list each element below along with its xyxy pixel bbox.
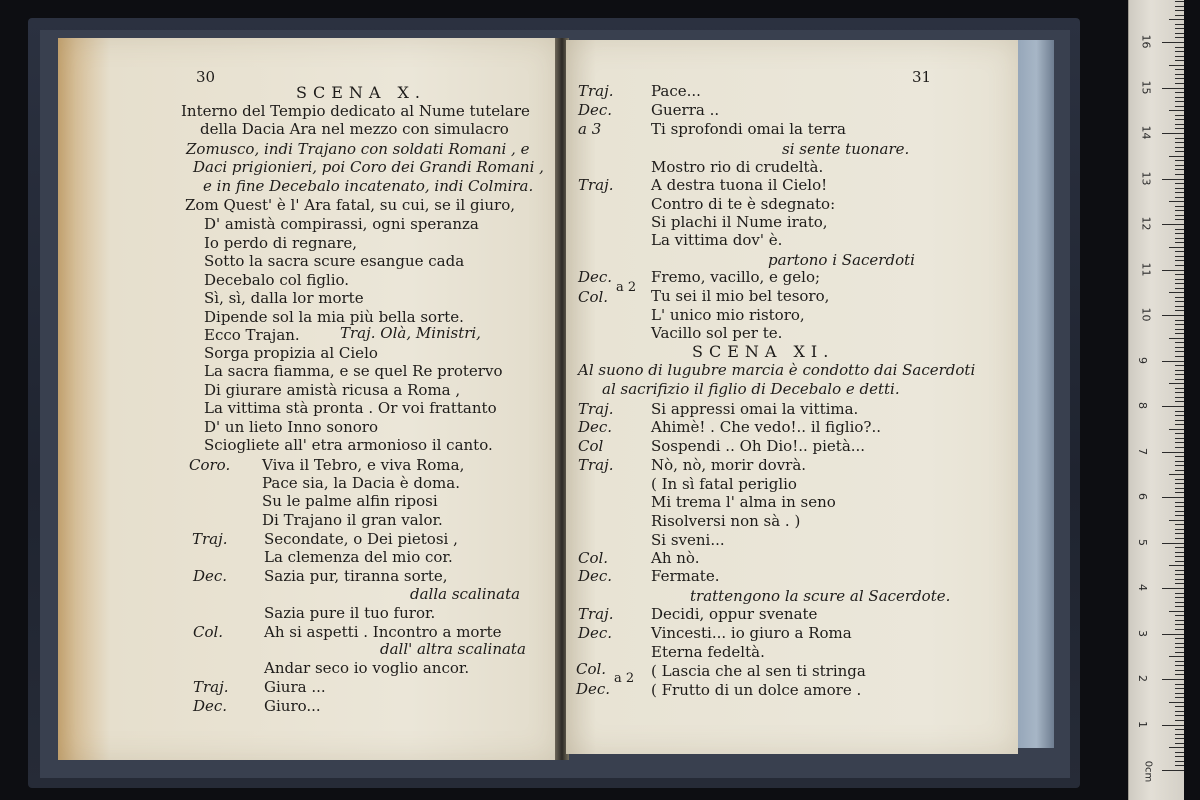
- ruler-number: 6: [1136, 493, 1149, 500]
- verse-line: Fremo, vacillo, e gelo;: [651, 268, 821, 286]
- ruler-tick: [1175, 652, 1184, 653]
- verse-line: D' amistà compirassi, ogni speranza: [204, 215, 479, 233]
- ruler-tick: [1169, 702, 1184, 703]
- ruler-tick: [1175, 442, 1184, 443]
- ruler-tick: [1175, 556, 1184, 557]
- ruler-tick: [1175, 10, 1184, 11]
- ruler-tick: [1162, 452, 1184, 453]
- verse-line: Pace sia, la Dacia è doma.: [262, 474, 460, 492]
- ruler-tick: [1175, 124, 1184, 125]
- verse-line: Ah si aspetti . Incontro a morte: [264, 623, 502, 641]
- ruler-tick: [1175, 51, 1184, 52]
- ruler-tick: [1175, 511, 1184, 512]
- verse-line: Si sveni...: [651, 531, 725, 549]
- ruler-tick: [1175, 329, 1184, 330]
- ruler-tick: [1169, 247, 1184, 248]
- verse-line: Sospendi .. Oh Dio!.. pietà...: [651, 437, 866, 455]
- ruler-tick: [1175, 570, 1184, 571]
- verse-line: Guerra ..: [651, 101, 720, 119]
- ruler-number: 11: [1139, 262, 1153, 276]
- ruler-tick: [1175, 83, 1184, 84]
- verse-line: ( Frutto di un dolce amore .: [651, 681, 862, 699]
- ruler-tick: [1175, 197, 1184, 198]
- ruler-tick: [1169, 520, 1184, 521]
- ruler-tick: [1162, 497, 1184, 498]
- speaker-label: Col.: [578, 549, 609, 567]
- speaker-label: Col.: [193, 623, 224, 641]
- verse-line: D' un lieto Inno sonoro: [204, 418, 378, 436]
- verse-line: Di giurare amistà ricusa a Roma ,: [204, 381, 461, 399]
- verse-line: Ecco Trajan.: [204, 326, 300, 344]
- ruler-tick: [1175, 629, 1184, 630]
- ruler-tick: [1175, 647, 1184, 648]
- ruler-number: 1: [1136, 720, 1149, 728]
- ruler-unit-label: 0cm: [1142, 760, 1154, 783]
- ruler-tick: [1169, 292, 1184, 293]
- speaker-label: Col.: [578, 288, 609, 306]
- ruler-tick: [1175, 638, 1184, 639]
- ruler-tick: [1162, 179, 1184, 180]
- ruler-number: 8: [1136, 402, 1149, 409]
- ruler-tick: [1169, 65, 1184, 66]
- ruler-tick: [1175, 456, 1184, 457]
- ruler-tick: [1175, 233, 1184, 234]
- ruler-tick: [1175, 192, 1184, 193]
- verse-line: Ahimè! . Che vedo!.. il figlio?..: [651, 418, 881, 436]
- ruler-tick: [1175, 115, 1184, 116]
- ruler-tick: [1175, 265, 1184, 266]
- ruler-tick: [1175, 547, 1184, 548]
- verse-line: ( In sì fatal periglio: [651, 475, 797, 493]
- ruler-tick: [1175, 743, 1184, 744]
- ruler-tick: [1175, 492, 1184, 493]
- ruler-tick: [1175, 461, 1184, 462]
- ruler-tick: [1175, 515, 1184, 516]
- verse-line: Di Trajano il gran valor.: [262, 511, 443, 529]
- verse-line: Traj. Olà, Ministri,: [340, 324, 481, 342]
- ruler-tick: [1175, 379, 1184, 380]
- ruler-tick: [1169, 656, 1184, 657]
- ruler-tick: [1175, 128, 1184, 129]
- ruler-tick: [1175, 138, 1184, 139]
- verse-line: Ti sprofondi omai la terra: [651, 120, 846, 138]
- stage-direction-line: Zomusco, indi Trajano con soldati Romani , e: [186, 140, 530, 158]
- ruler-tick: [1175, 715, 1184, 716]
- speaker-label: Col.: [576, 660, 607, 678]
- ruler-tick: [1175, 174, 1184, 175]
- speaker-label: Traj.: [578, 456, 614, 474]
- ruler-tick: [1175, 15, 1184, 16]
- ruler-tick: [1175, 674, 1184, 675]
- stage-direction-line: dall' altra scalinata: [380, 640, 526, 658]
- verse-line: La vittima dov' è.: [651, 231, 783, 249]
- ruler-tick: [1175, 593, 1184, 594]
- ruler-tick: [1175, 433, 1184, 434]
- ruler-tick: [1175, 288, 1184, 289]
- ruler-tick: [1175, 142, 1184, 143]
- stage-direction-line: dalla scalinata: [410, 585, 521, 603]
- ruler-tick: [1175, 397, 1184, 398]
- ruler-number: 7: [1136, 447, 1149, 455]
- verse-line: Decidi, oppur svenate: [651, 605, 818, 623]
- ruler-tick: [1175, 720, 1184, 721]
- ruler-tick: [1175, 356, 1184, 357]
- ruler-tick: [1175, 283, 1184, 284]
- duet-marker: a 2: [616, 280, 637, 295]
- ruler-number: 14: [1139, 125, 1153, 140]
- ruler-tick: [1175, 388, 1184, 389]
- ruler-tick: [1175, 147, 1184, 148]
- ruler-tick: [1175, 188, 1184, 189]
- ruler-tick: [1175, 661, 1184, 662]
- ruler-tick: [1175, 242, 1184, 243]
- ruler-tick: [1169, 611, 1184, 612]
- ruler-tick: [1162, 88, 1184, 89]
- ruler-tick: [1175, 92, 1184, 93]
- ruler-tick: [1175, 688, 1184, 689]
- ruler-tick: [1169, 429, 1184, 430]
- ruler-tick: [1175, 347, 1184, 348]
- ruler-tick: [1175, 470, 1184, 471]
- left-page-number: 30: [196, 68, 216, 86]
- ruler-tick: [1175, 752, 1184, 753]
- ruler-tick: [1162, 634, 1184, 635]
- ruler-tick: [1175, 488, 1184, 489]
- ruler-number: 9: [1136, 356, 1149, 364]
- stage-direction-line: si sente tuonare.: [782, 140, 910, 158]
- speaker-label: a 3: [578, 120, 602, 138]
- measuring-ruler: [1128, 0, 1184, 800]
- ruler-tick: [1175, 734, 1184, 735]
- ruler-tick: [1175, 274, 1184, 275]
- ruler-tick: [1162, 543, 1184, 544]
- verse-line: Ah nò.: [651, 549, 700, 567]
- ruler-tick: [1175, 229, 1184, 230]
- verse-line: La vittima stà pronta . Or voi frattanto: [204, 399, 497, 417]
- ruler-tick: [1175, 533, 1184, 534]
- speaker-label: Traj.: [578, 605, 614, 623]
- ruler-number: 5: [1136, 538, 1149, 546]
- ruler-tick: [1175, 1, 1184, 2]
- speaker-label: Traj.: [578, 400, 614, 418]
- ruler-tick: [1175, 538, 1184, 539]
- ruler-tick: [1162, 42, 1184, 43]
- speaker-label: Coro.: [189, 456, 231, 474]
- ruler-tick: [1175, 756, 1184, 757]
- ruler-tick: [1169, 156, 1184, 157]
- ruler-tick: [1162, 725, 1184, 726]
- ruler-tick: [1175, 219, 1184, 220]
- stage-direction-line: Daci prigionieri, poi Coro dei Grandi Romani ,: [193, 158, 544, 176]
- ruler-tick: [1175, 6, 1184, 7]
- ruler-tick: [1175, 502, 1184, 503]
- ruler-tick: [1175, 579, 1184, 580]
- stage-direction-line: della Dacia Ara nel mezzo con simulacro: [200, 120, 509, 138]
- ruler-tick: [1175, 342, 1184, 343]
- verse-line: Pace...: [651, 82, 701, 100]
- ruler-tick: [1175, 33, 1184, 34]
- ruler-tick: [1175, 420, 1184, 421]
- ruler-tick: [1175, 392, 1184, 393]
- verse-line: Giura ...: [264, 678, 326, 696]
- ruler-tick: [1175, 320, 1184, 321]
- ruler-tick: [1175, 215, 1184, 216]
- ruler-tick: [1175, 738, 1184, 739]
- verse-line: Andar seco io voglio ancor.: [264, 659, 470, 677]
- verse-line: Fermate.: [651, 567, 720, 585]
- speaker-label: Dec.: [578, 567, 613, 585]
- ruler-tick: [1175, 665, 1184, 666]
- ruler-tick: [1169, 19, 1184, 20]
- ruler-tick: [1175, 483, 1184, 484]
- ruler-number: 10: [1139, 307, 1153, 322]
- ruler-tick: [1175, 256, 1184, 257]
- left-scene-title: SCENA X.: [296, 83, 426, 102]
- ruler-tick: [1175, 624, 1184, 625]
- verse-line: L' unico mio ristoro,: [651, 306, 805, 324]
- verse-line: Sotto la sacra scure esangue cada: [204, 252, 465, 270]
- ruler-tick: [1175, 97, 1184, 98]
- verse-line: Zom Quest' è l' Ara fatal, su cui, se il giuro,: [185, 196, 515, 214]
- verse-line: Dipende sol la mia più bella sorte.: [204, 308, 464, 326]
- verse-line: Mostro rio di crudeltà.: [651, 158, 824, 176]
- ruler-tick: [1175, 60, 1184, 61]
- ruler-tick: [1175, 447, 1184, 448]
- stage-direction-line: Al suono di lugubre marcia è condotto dai Sacerdoti: [578, 361, 976, 379]
- ruler-tick: [1175, 165, 1184, 166]
- ruler-tick: [1175, 210, 1184, 211]
- ruler-tick: [1175, 529, 1184, 530]
- ruler-tick: [1169, 565, 1184, 566]
- ruler-tick: [1175, 620, 1184, 621]
- ruler-tick: [1175, 574, 1184, 575]
- verse-line: Tu sei il mio bel tesoro,: [651, 287, 830, 305]
- ruler-number: 3: [1136, 629, 1149, 637]
- stage-direction-line: e in fine Decebalo incatenato, indi Colmira.: [203, 177, 534, 195]
- ruler-tick: [1175, 333, 1184, 334]
- ruler-tick: [1175, 693, 1184, 694]
- ruler-tick: [1175, 561, 1184, 562]
- verse-line: Io perdo di regnare,: [204, 234, 358, 252]
- ruler-tick: [1175, 74, 1184, 75]
- ruler-tick: [1169, 338, 1184, 339]
- ruler-tick: [1175, 524, 1184, 525]
- ruler-tick: [1175, 151, 1184, 152]
- ruler-number: 13: [1139, 171, 1153, 185]
- speaker-label: Traj.: [192, 530, 228, 548]
- stage-direction-line: trattengono la scure al Sacerdote.: [690, 587, 951, 605]
- speaker-label: Traj.: [578, 82, 614, 100]
- ruler-tick: [1175, 251, 1184, 252]
- ruler-tick: [1175, 684, 1184, 685]
- ruler-number: 12: [1139, 216, 1153, 231]
- stage-direction-line: partono i Sacerdoti: [768, 251, 915, 269]
- ruler-tick: [1169, 110, 1184, 111]
- ruler-tick: [1175, 297, 1184, 298]
- ruler-number: 16: [1139, 34, 1153, 49]
- ruler-tick: [1162, 679, 1184, 680]
- verse-line: Secondate, o Dei pietosi ,: [264, 530, 458, 548]
- verse-line: Vincesti... io giuro a Roma: [651, 624, 852, 642]
- verse-line: Sazia pure il tuo furor.: [264, 604, 436, 622]
- ruler-tick: [1175, 183, 1184, 184]
- ruler-tick: [1175, 670, 1184, 671]
- ruler-tick: [1175, 56, 1184, 57]
- verse-line: Sì, sì, dalla lor morte: [204, 289, 364, 307]
- ruler-tick: [1175, 697, 1184, 698]
- verse-line: Decebalo col figlio.: [204, 271, 350, 289]
- ruler-tick: [1175, 606, 1184, 607]
- verse-line: Giuro...: [264, 697, 321, 715]
- ruler-tick: [1175, 260, 1184, 261]
- ruler-tick: [1175, 37, 1184, 38]
- ruler-tick: [1175, 279, 1184, 280]
- ruler-tick: [1162, 361, 1184, 362]
- ruler-tick: [1175, 583, 1184, 584]
- speaker-label: Traj.: [578, 176, 614, 194]
- ruler-tick: [1162, 270, 1184, 271]
- ruler-tick: [1175, 206, 1184, 207]
- stage-direction-line: Interno del Tempio dedicato al Nume tutelare: [181, 102, 530, 120]
- ruler-tick: [1175, 160, 1184, 161]
- speaker-label: Dec.: [193, 567, 228, 585]
- ruler-tick: [1175, 479, 1184, 480]
- ruler-tick: [1175, 729, 1184, 730]
- ruler-tick: [1175, 306, 1184, 307]
- ruler-tick: [1175, 411, 1184, 412]
- ruler-tick: [1175, 28, 1184, 29]
- ruler-tick: [1175, 365, 1184, 366]
- ruler-tick: [1175, 597, 1184, 598]
- speaker-label: Dec.: [578, 268, 613, 286]
- speaker-label: Dec.: [193, 697, 228, 715]
- ruler-number: 15: [1139, 80, 1153, 94]
- ruler-tick: [1162, 770, 1184, 771]
- ruler-tick: [1175, 643, 1184, 644]
- ruler-tick: [1175, 401, 1184, 402]
- right-page-number: 31: [912, 68, 932, 86]
- ruler-tick: [1175, 711, 1184, 712]
- ruler-number: 4: [1136, 584, 1149, 591]
- ruler-tick: [1175, 47, 1184, 48]
- ruler-tick: [1175, 310, 1184, 311]
- ruler-tick: [1175, 119, 1184, 120]
- ruler-tick: [1175, 78, 1184, 79]
- duet-marker: a 2: [614, 671, 635, 686]
- verse-line: Eterna fedeltà.: [651, 643, 765, 661]
- verse-line: La sacra fiamma, e se quel Re protervo: [204, 362, 503, 380]
- ruler-tick: [1175, 506, 1184, 507]
- ruler-tick: [1175, 370, 1184, 371]
- ruler-tick: [1175, 706, 1184, 707]
- ruler-tick: [1175, 602, 1184, 603]
- ruler-tick: [1162, 588, 1184, 589]
- ruler-tick: [1175, 101, 1184, 102]
- ruler-tick: [1175, 106, 1184, 107]
- verse-line: Viva il Tebro, e viva Roma,: [262, 456, 465, 474]
- ruler-tick: [1162, 406, 1184, 407]
- ruler-tick: [1175, 169, 1184, 170]
- ruler-tick: [1169, 383, 1184, 384]
- ruler-tick: [1175, 424, 1184, 425]
- ruler-tick: [1175, 465, 1184, 466]
- verse-line: Risolversi non sà . ): [651, 512, 801, 530]
- ruler-tick: [1175, 615, 1184, 616]
- right-scene-title: SCENA XI.: [692, 342, 835, 361]
- ruler-tick: [1175, 765, 1184, 766]
- speaker-label: Traj.: [193, 678, 229, 696]
- ruler-tick: [1169, 201, 1184, 202]
- ruler-tick: [1175, 374, 1184, 375]
- ruler-tick: [1175, 438, 1184, 439]
- ruler-tick: [1175, 552, 1184, 553]
- verse-line: Si plachi il Nume irato,: [651, 213, 828, 231]
- ruler-tick: [1175, 24, 1184, 25]
- ruler-tick: [1175, 761, 1184, 762]
- ruler-tick: [1175, 69, 1184, 70]
- ruler-tick: [1169, 747, 1184, 748]
- ruler-tick: [1169, 474, 1184, 475]
- verse-line: Sorga propizia al Cielo: [204, 344, 378, 362]
- verse-line: Nò, nò, morir dovrà.: [651, 456, 807, 474]
- verse-line: A destra tuona il Cielo!: [651, 176, 828, 194]
- verse-line: La clemenza del mio cor.: [264, 548, 453, 566]
- speaker-label: Dec.: [578, 418, 613, 436]
- ruler-tick: [1162, 133, 1184, 134]
- ruler-tick: [1175, 415, 1184, 416]
- verse-line: ( Lascia che al sen ti stringa: [651, 662, 866, 680]
- verse-line: Vacillo sol per te.: [651, 324, 783, 342]
- ruler-tick: [1175, 324, 1184, 325]
- ruler-number: 2: [1136, 675, 1149, 682]
- verse-line: Contro di te è sdegnato:: [651, 195, 836, 213]
- verse-line: Si appressi omai la vittima.: [651, 400, 859, 418]
- speaker-label: Col: [578, 437, 604, 455]
- verse-line: Sciogliete all' etra armonioso il canto.: [204, 436, 493, 454]
- verse-line: Sazia pur, tiranna sorte,: [264, 567, 448, 585]
- ruler-tick: [1175, 301, 1184, 302]
- ruler-tick: [1162, 315, 1184, 316]
- verse-line: Mi trema l' alma in seno: [651, 493, 836, 511]
- speaker-label: Dec.: [578, 101, 613, 119]
- stage-direction-line: al sacrifizio il figlio di Decebalo e detti.: [602, 380, 900, 398]
- ruler-tick: [1175, 238, 1184, 239]
- speaker-label: Dec.: [576, 680, 611, 698]
- speaker-label: Dec.: [578, 624, 613, 642]
- ruler-tick: [1162, 224, 1184, 225]
- verse-line: Su le palme alfin riposi: [262, 492, 438, 510]
- ruler-tick: [1175, 351, 1184, 352]
